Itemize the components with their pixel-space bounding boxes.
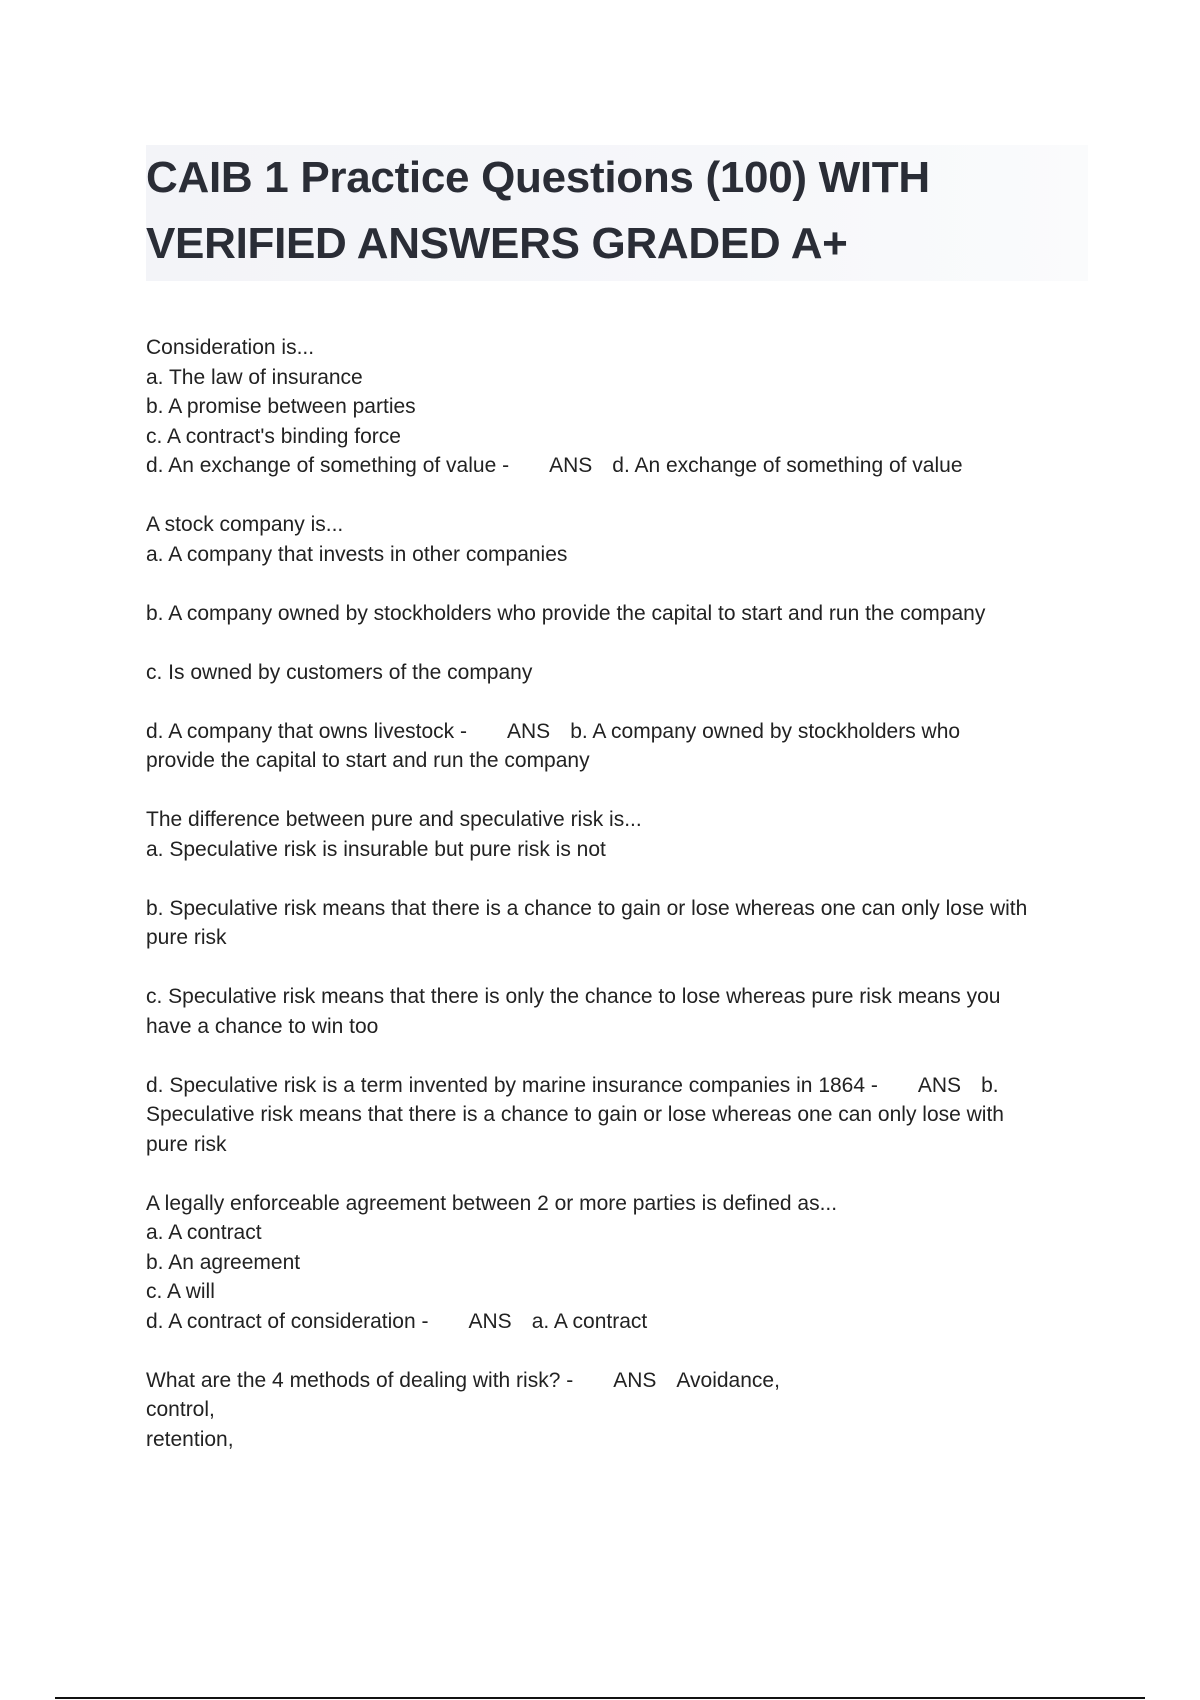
- question-with-answer: [146, 1366, 1086, 1396]
- question-5: [146, 1366, 1086, 1455]
- answer-continuation: Speculative risk means that there is a chance to gain or lose whereas one can only lose with: [146, 1103, 1004, 1126]
- question-stem: A stock company is...: [146, 513, 344, 536]
- option-c: c. Is owned by customers of the company: [146, 660, 533, 684]
- option-d: d. A contract of consideration -: [146, 1309, 429, 1333]
- question-1: [146, 333, 1086, 481]
- answer-continuation: retention,: [146, 1427, 234, 1451]
- answer-text: b.: [981, 1073, 999, 1097]
- question-list: [146, 333, 1086, 1454]
- answer-continuation: control,: [146, 1398, 215, 1421]
- option-b: b. Speculative risk means that there is a chance to gain or lose whereas one can only lose with: [146, 896, 1028, 920]
- answer-continuation: provide the capital to start and run the company: [146, 749, 590, 772]
- option-c-continuation: have a chance to win too: [146, 1014, 379, 1038]
- option-b-continuation: pure risk: [146, 926, 227, 949]
- option-d-with-answer: [146, 1071, 1086, 1101]
- document-title: [146, 145, 1088, 277]
- spacer: [146, 953, 1086, 983]
- spacer: [146, 1041, 1086, 1071]
- spacer: [146, 1159, 1086, 1189]
- title-line-1: CAIB 1 Practice Questions (100) WITH: [146, 153, 930, 202]
- ans-label: ANS: [613, 1368, 657, 1392]
- option-b: b. A company owned by stockholders who provide the capital to start and run the company: [146, 601, 986, 625]
- option-b: b. A promise between parties: [146, 395, 416, 418]
- answer-continuation: pure risk: [146, 1132, 227, 1156]
- option-c: c. A contract's binding force: [146, 424, 401, 448]
- spacer: [146, 687, 1086, 717]
- spacer: [146, 628, 1086, 658]
- option-d-with-answer: [146, 717, 1086, 747]
- answer-text: b. A company owned by stockholders who: [570, 719, 961, 743]
- spacer: [146, 776, 1086, 806]
- spacer: [146, 481, 1086, 511]
- question-stem: The difference between pure and speculative risk is...: [146, 808, 642, 831]
- footer-divider: [55, 1697, 1145, 1699]
- spacer: [146, 864, 1086, 894]
- option-a: a. Speculative risk is insurable but pure risk is not: [146, 837, 606, 861]
- option-a: a. A contract: [146, 1221, 262, 1244]
- ans-label: ANS: [549, 454, 593, 477]
- title-line-2: VERIFIED ANSWERS GRADED A+: [146, 219, 848, 268]
- option-d-with-answer: [146, 1307, 1086, 1337]
- answer-text: a. A contract: [531, 1309, 648, 1333]
- option-d: d. An exchange of something of value -: [146, 454, 510, 477]
- option-d-with-answer: [146, 451, 1086, 481]
- spacer: [146, 1336, 1086, 1366]
- option-d: d. Speculative risk is a term invented by marine insurance companies in 1864 -: [146, 1073, 878, 1097]
- option-c: c. Speculative risk means that there is only the chance to lose whereas pure risk means you: [146, 985, 1001, 1008]
- ans-label: ANS: [507, 719, 551, 743]
- ans-label: ANS: [917, 1073, 962, 1097]
- option-d: d. A company that owns livestock -: [146, 719, 467, 743]
- option-b: b. An agreement: [146, 1250, 301, 1274]
- answer-text: Avoidance,: [676, 1368, 780, 1392]
- question-2: [146, 510, 1086, 776]
- question-stem: What are the 4 methods of dealing with risk? -: [146, 1368, 574, 1392]
- option-a: a. The law of insurance: [146, 365, 363, 389]
- question-3: [146, 805, 1086, 1159]
- answer-text: d. An exchange of something of value: [612, 454, 963, 477]
- question-stem: A legally enforceable agreement between 2 or more parties is defined as...: [146, 1191, 838, 1215]
- question-4: [146, 1189, 1086, 1337]
- spacer: [146, 569, 1086, 599]
- question-stem: Consideration is...: [146, 336, 315, 359]
- option-a: a. A company that invests in other companies: [146, 542, 568, 566]
- ans-label: ANS: [468, 1309, 512, 1333]
- option-c: c. A will: [146, 1280, 215, 1303]
- title-banner: [146, 145, 1088, 281]
